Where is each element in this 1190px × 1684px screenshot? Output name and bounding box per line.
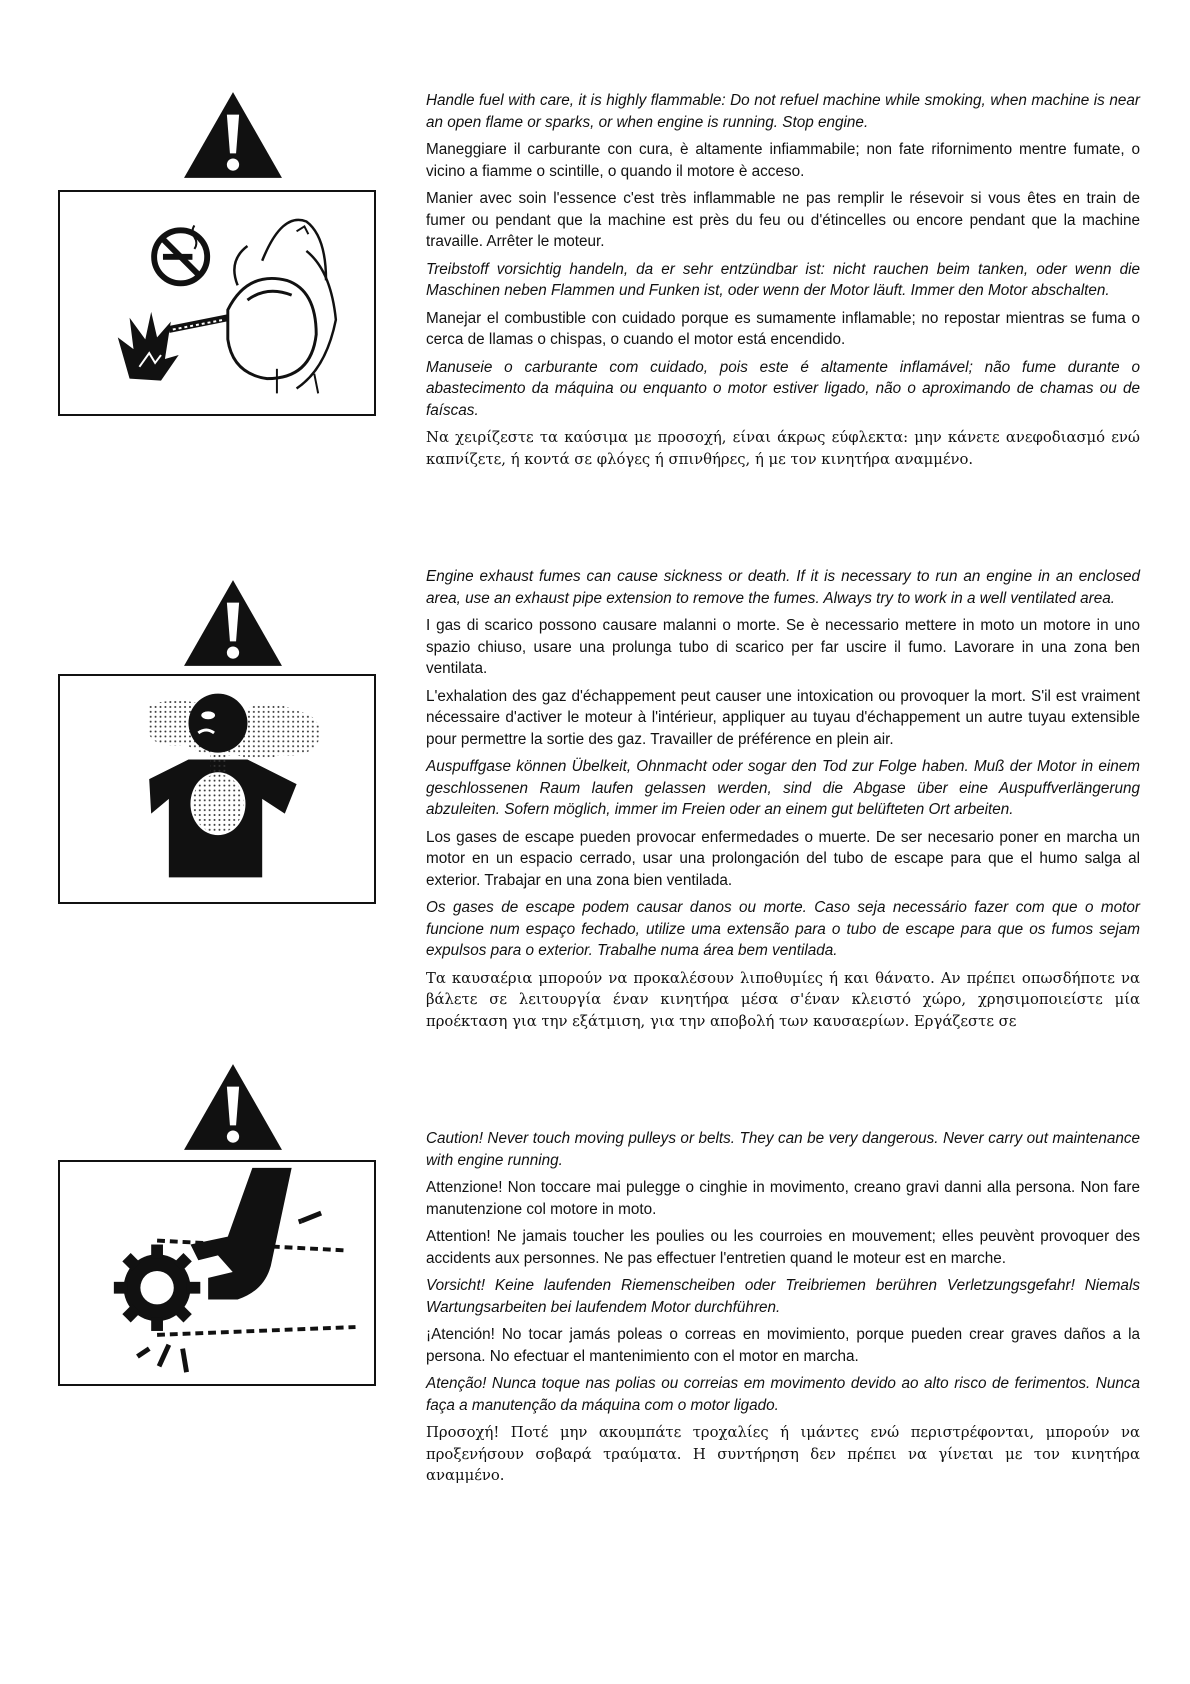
paragraph-fr: L'exhalation des gaz d'échappement peut causer une intoxication ou provoquer la mort. S'il est vraiment nécessaire d'activer le moteur à l'intérieur, appliquer au tuyau d'échappement un autre tuyau extensible pour permettre la sortie des gaz. Travailler de préférence en plein air. (426, 687, 1140, 748)
paragraph-fr: Manier avec soin l'essence c'est très inflammable ne pas remplir le résevoir si vous êtes en train de fumer ou pendant que la machine est près du feu ou d'étincelles ou encore pendant que la machine travaille. Arrêter le moteur. (426, 190, 1140, 250)
paragraph-it: Attenzione! Non toccare mai pulegge o cinghie in movimento, creano gravi danni alla persona. Non fare manutenzione col motore in moto. (426, 1179, 1140, 1218)
fuel-warning-text (426, 90, 1140, 476)
warning-triangle-icon (182, 578, 284, 668)
paragraph-el: Τα καυσαέρια μπορούν να προκαλέσουν λιποθυμίες ή και θάνατο. Αν πρέπει οπωσδήποτε να βάλετε σε λειτουργία έναν κινητήρα μέσα σ'έναν κλειστό χώρο, χρησιμοποιείστε μία προέκταση για την εξάτμιση, για την αποβολή των καυσαερίων. Εργάζεστε σε (426, 969, 1140, 1030)
paragraph-es: Manejar el combustible con cuidado porque es sumamente inflamable; no repostar mientras se fuma o cerca de llamas o chispas, o cuando el motor está encendido. (426, 309, 1140, 348)
paragraph-es: Los gases de escape pueden provocar enfermedades o muerte. De ser necesario poner en marcha un motor en un espacio cerrado, usar una prolongación del tubo de escape para que el humo salga al exterior. Trabajar en una zona bien ventilada. (426, 828, 1140, 889)
paragraph-de: Treibstoff vorsichtig handeln, da er sehr entzündbar ist: nicht rauchen beim tanken, oder wenn die Maschinen neben Flammen und Funken ist, oder wenn der Motor läuft. Immer den Motor abschalten. (426, 260, 1140, 299)
belt-warning-text (426, 1128, 1140, 1493)
paragraph-de: Auspuffgase können Übelkeit, Ohnmacht oder sogar den Tod zur Folge haben. Muß der Motor in einem geschlossenen Raum laufen gelassen werden, sind die Abgase über eine Auspuffverlängerung abzuleiten. Sofern möglich, immer im Freien oder an einem gut belüfteten Ort arbeiten. (426, 758, 1140, 818)
paragraph-fr: Attention! Ne jamais toucher les poulies ou les courroies en mouvement; elles peuvènt provoquer des accidents aux personnes. Ne pas effectuer l'entretien quand le moteur est en marche. (426, 1228, 1140, 1267)
exhaust-warning-text (426, 566, 1140, 1038)
paragraph-en: Handle fuel with care, it is highly flammable: Do not refuel machine while smoking, when machine is near an open flame or sparks, or when engine is running. Stop engine. (426, 92, 1140, 131)
paragraph-en: Caution! Never touch moving pulleys or belts. They can be very dangerous. Never carry out maintenance with engine running. (426, 1130, 1140, 1169)
no-smoking-refuel-icon (58, 190, 376, 416)
paragraph-es: ¡Atención! No tocar jamás poleas o correas en movimiento, porque pueden crear graves daños a la persona. No efectuar el mantenimiento con el motor en marcha. (426, 1326, 1140, 1365)
paragraph-de: Vorsicht! Keine laufenden Riemenscheiben oder Treibriemen berühren Verletzungsgefahr! Niemals Wartungsarbeiten bei laufendem Motor durchführen. (426, 1277, 1140, 1316)
paragraph-it: I gas di scarico possono causare malanni o morte. Se è necessario mettere in moto un motore in uno spazio chiuso, usare una prolunga tubo di scarico per far uscire il fumo. Lavorare in una zona ben ventilata. (426, 617, 1140, 677)
warning-triangle-icon (182, 90, 284, 180)
warning-triangle-icon (182, 1062, 284, 1152)
moving-belt-hand-icon (58, 1160, 376, 1386)
paragraph-el: Προσοχή! Ποτέ μην ακουμπάτε τροχαλίες ή ιμάντες ενώ περιστρέφονται, μπορούν να προξενήσουν σοβαρά τραύματα. Η συντήρηση δεν πρέπει να γίνεται με τον κινητήρα αναμμένο. (426, 1424, 1140, 1484)
paragraph-pt: Os gases de escape podem causar danos ou morte. Caso seja necessário fazer com que o motor funcione num espaço fechado, utilize uma extensão para o tubo de escape para que os fumos sejam expulsos para o exterior. Trabalhe numa área bem ventilada. (426, 899, 1140, 959)
paragraph-pt: Manuseie o carburante com cuidado, pois este é altamente inflamável; não fume durante o abastecimento da máquina ou enquanto o motor estiver ligado, não o aproximando de chamas ou de faíscas. (426, 358, 1140, 419)
paragraph-en: Engine exhaust fumes can cause sickness or death. If it is necessary to run an engine in an enclosed area, use an exhaust pipe extension to remove the fumes. Always try to work in a well ventilated area. (426, 568, 1140, 607)
paragraph-it: Maneggiare il carburante con cura, è altamente infiammabile; non fate rifornimento mentre fumate, o vicino a fiamme o scintille, o quando il motore è acceso. (426, 141, 1140, 180)
exhaust-fumes-icon (58, 674, 376, 904)
paragraph-pt: Atenção! Nunca toque nas polias ou correias em movimento devido ao alto risco de ferimentos. Nunca faça a manutenção da máquina com o motor ligado. (426, 1375, 1140, 1414)
paragraph-el: Να χειρίζεστε τα καύσιμα με προσοχή, είναι άκρως εύφλεκτα: μην κάνετε ανεφοδιασμό ενώ καπνίζετε, ή κοντά σε φλόγες ή σπινθήρες, ή με τον κινητήρα αναμμένο. (426, 429, 1140, 468)
